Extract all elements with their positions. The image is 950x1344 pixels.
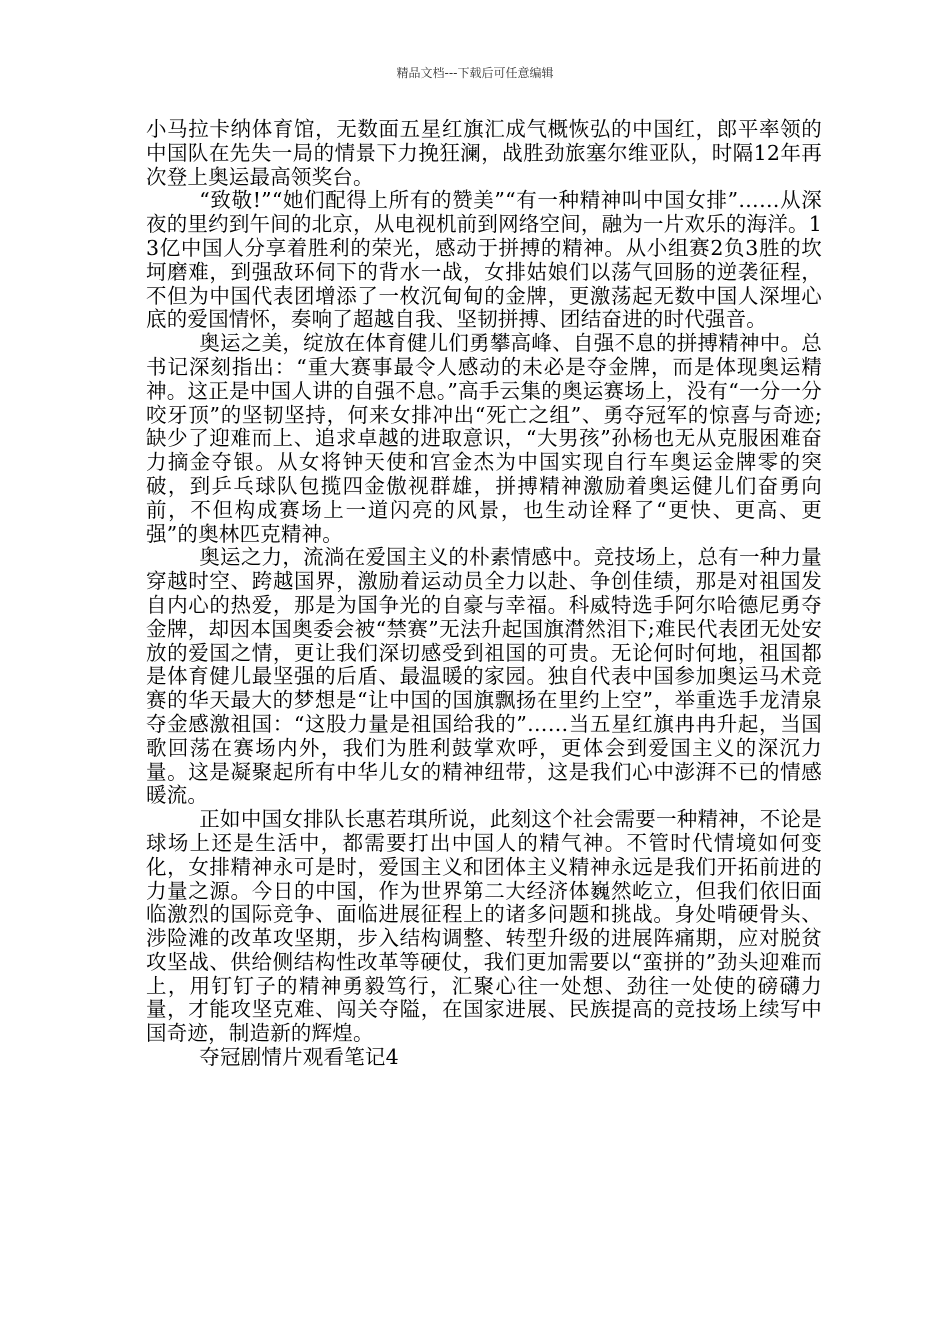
paragraph-4: 奥运之力，流淌在爱国主义的朴素情感中。竞技场上，总有一种力量穿越时空、跨越国界，激励着运动员全力以赴、争创佳绩，那是对祖国发自内心的热爱，那是为国争光的自豪与幸福。科威特选手阿尔哈德尼勇夺金牌，却因本国奥委会被“禁赛”无法升起国旗潸然泪下;难民代表团无处安放的爱国之情，更让我们深切感受到祖国的可贵。无论何时何地，祖国都是体育健儿最坚强的后盾、最温暖的家园。独自代表中国参加奥运马术竞赛的华天最大的梦想是“让中国的国旗飘扬在里约上空”，举重选手龙清泉夺金感激祖国：“这股力量是祖国给我的”……当五星红旗冉冉升起，当国歌回荡在赛场内外，我们为胜利鼓掌欢呼，更体会到爱国主义的深沉力量。这是凝聚起所有中华儿女的精神纽带，这是我们心中澎湃不已的情感暖流。 bbox=[146, 545, 822, 808]
document-body bbox=[146, 118, 822, 1070]
paragraph-3: 奥运之美，绽放在体育健儿们勇攀高峰、自强不息的拼搏精神中。总书记深刻指出：“重大赛事最令人感动的未必是夺金牌，而是体现奥运精神。这正是中国人讲的自强不息。”高手云集的奥运赛场上，没有“一分一分咬牙顶”的坚韧坚持，何来女排冲出“死亡之组”、勇夺冠军的惊喜与奇迹;缺少了迎难而上、追求卓越的进取意识，“大男孩”孙杨也无从克服困难奋力摘金夺银。从女将钟天使和宫金杰为中国实现自行车奥运金牌零的突破，到乒乓球队包揽四金傲视群雄，拼搏精神激励着奥运健儿们奋勇向前，不但构成赛场上一道闪亮的风景，也生动诠释了“更快、更高、更强”的奥林匹克精神。 bbox=[146, 331, 822, 546]
paragraph-1: 小马拉卡纳体育馆，无数面五星红旗汇成气概恢弘的中国红，郎平率领的中国队在先失一局的情景下力挽狂澜，战胜劲旅塞尔维亚队，时隔12年再次登上奥运最高领奖台。 bbox=[146, 117, 822, 189]
page-header: 精品文档---下载后可任意编辑 bbox=[396, 66, 554, 80]
paragraph-2: “致敬!”“她们配得上所有的赞美”“有一种精神叫中国女排”……从深夜的里约到午间的北京，从电视机前到网络空间，融为一片欢乐的海洋。13亿中国人分享着胜利的荣光，感动于拼搏的精神。从小组赛2负3胜的坎坷磨难，到强敌环伺下的背水一战，女排姑娘们以荡气回肠的逆袭征程，不但为中国代表团增添了一枚沉甸甸的金牌，更激荡起无数中国人深埋心底的爱国情怀，奏响了超越自我、坚韧拼搏、团结奋进的时代强音。 bbox=[146, 188, 822, 332]
paragraph-5: 正如中国女排队长惠若琪所说，此刻这个社会需要一种精神，不论是球场上还是生活中，都需要打出中国人的精气神。不管时代情境如何变化，女排精神永可是时，爱国主义和团体主义精神永远是我们开拓前进的力量之源。今日的中国，作为世界第二大经济体巍然屹立，但我们依旧面临激烈的国际竞争、面临进展征程上的诸多问题和挑战。身处啃硬骨头、涉险滩的改革攻坚期，步入结构调整、转型升级的进展阵痛期，应对脱贫攻坚战、供给侧结构性改革等硬仗，我们更加需要以“蛮拼的”劲头迎难而上，用钉钉子的精神勇毅笃行，汇聚心往一处想、劲往一处使的磅礴力量，才能攻坚克难、闯关夺隘，在国家进展、民族提高的竞技场上续写中国奇迹，制造新的辉煌。 bbox=[146, 807, 822, 1046]
section-title: 夺冠剧情片观看笔记4 bbox=[199, 1045, 399, 1070]
